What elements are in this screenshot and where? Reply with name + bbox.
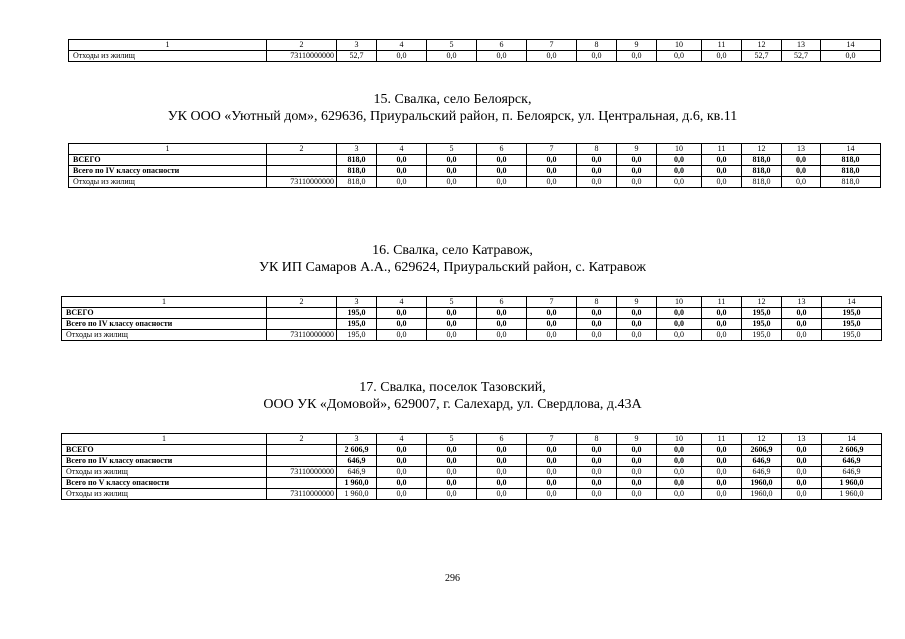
column-header: 5: [427, 297, 477, 308]
column-header: 13: [782, 144, 821, 155]
table-header-row: [62, 434, 882, 445]
table-row: [69, 155, 881, 166]
table-cell: 646,9: [742, 467, 782, 478]
column-header: 8: [577, 297, 617, 308]
table-cell: 0,0: [527, 445, 577, 456]
waste-code: [267, 478, 337, 489]
table-cell: 0,0: [702, 467, 742, 478]
table-cell: 0,0: [617, 330, 657, 341]
row-label: Всего по IV классу опасности: [62, 319, 267, 330]
table-cell: 1 960,0: [337, 478, 377, 489]
section-title-line2: УК ООО «Уютный дом», 629636, Приуральский район, п. Белоярск, ул. Центральная, д.6, кв.11: [167, 109, 738, 124]
table-cell: 195,0: [337, 319, 377, 330]
table-cell: 0,0: [617, 177, 657, 188]
column-header: 3: [337, 40, 377, 51]
table-header-row: [62, 297, 882, 308]
table-cell: 0,0: [427, 166, 477, 177]
table-cell: 0,0: [527, 489, 577, 500]
column-header: 9: [617, 144, 657, 155]
table-cell: 646,9: [337, 456, 377, 467]
table-cell: 195,0: [337, 308, 377, 319]
table-cell: 0,0: [577, 467, 617, 478]
table-cell: 0,0: [657, 489, 702, 500]
column-header: 11: [702, 144, 742, 155]
table-row: [62, 456, 882, 467]
table-cell: 0,0: [527, 330, 577, 341]
table-cell: 0,0: [617, 445, 657, 456]
table-cell: 818,0: [742, 155, 782, 166]
column-header: 4: [377, 297, 427, 308]
column-header: 8: [577, 144, 617, 155]
waste-code: [267, 456, 337, 467]
column-header: 5: [427, 144, 477, 155]
table-cell: 0,0: [617, 319, 657, 330]
table-cell: 0,0: [477, 456, 527, 467]
waste-code: [267, 445, 337, 456]
row-label: ВСЕГО: [62, 445, 267, 456]
table-cell: 0,0: [377, 330, 427, 341]
table-cell: 646,9: [337, 467, 377, 478]
table-cell: 0,0: [782, 467, 822, 478]
table-cell: 0,0: [577, 308, 617, 319]
table-cell: 0,0: [577, 51, 617, 62]
table-cell: 1 960,0: [337, 489, 377, 500]
column-header: 1: [62, 434, 267, 445]
table-cell: 0,0: [577, 177, 617, 188]
section-title-line1: 17. Свалка, поселок Тазовский,: [359, 380, 546, 395]
table-row: [62, 319, 882, 330]
table-cell: 0,0: [477, 478, 527, 489]
table-cell: 0,0: [377, 467, 427, 478]
section-16-title: [0, 242, 905, 276]
waste-code: 73110000000: [267, 51, 337, 62]
table-cell: 195,0: [742, 330, 782, 341]
waste-code: [267, 308, 337, 319]
table-cell: 818,0: [821, 155, 881, 166]
table-cell: 0,0: [782, 478, 822, 489]
row-label: Отходы из жилищ: [62, 489, 267, 500]
table-cell: 0,0: [702, 177, 742, 188]
row-label: Всего по IV классу опасности: [69, 166, 267, 177]
table-cell: 0,0: [617, 155, 657, 166]
table-cell: 0,0: [577, 456, 617, 467]
table-row: [62, 489, 882, 500]
table-cell: 0,0: [427, 489, 477, 500]
section-title-line2: ООО УК «Домовой», 629007, г. Салехард, ул. Свердлова, д.43А: [263, 397, 642, 412]
table-cell: 0,0: [657, 319, 702, 330]
column-header: 4: [377, 144, 427, 155]
table-cell: 818,0: [742, 166, 782, 177]
column-header: 12: [742, 297, 782, 308]
table-cell: 0,0: [617, 308, 657, 319]
table-cell: 0,0: [702, 456, 742, 467]
column-header: 14: [821, 144, 881, 155]
table-body: [62, 434, 882, 500]
table-cell: 0,0: [527, 467, 577, 478]
table-cell: 0,0: [617, 456, 657, 467]
section-15-title: [0, 91, 905, 125]
table-cell: 818,0: [821, 166, 881, 177]
waste-code: [267, 155, 337, 166]
table-cell: 0,0: [782, 445, 822, 456]
column-header: 14: [821, 40, 881, 51]
table-cell: 0,0: [527, 177, 577, 188]
table-cell: 0,0: [782, 166, 821, 177]
table-cell: 0,0: [477, 155, 527, 166]
table-cell: 0,0: [527, 319, 577, 330]
table-row: [62, 330, 882, 341]
column-header: 4: [377, 434, 427, 445]
column-header: 11: [702, 434, 742, 445]
table-cell: 0,0: [657, 478, 702, 489]
column-header: 6: [477, 144, 527, 155]
table-cell: 0,0: [782, 177, 821, 188]
table-cell: 2 606,9: [822, 445, 882, 456]
row-label: ВСЕГО: [62, 308, 267, 319]
table-cell: 0,0: [577, 155, 617, 166]
table-cell: 2 606,9: [337, 445, 377, 456]
table-cell: 0,0: [477, 308, 527, 319]
column-header: 14: [822, 434, 882, 445]
column-header: 5: [427, 40, 477, 51]
column-header: 1: [62, 297, 267, 308]
column-header: 3: [337, 297, 377, 308]
table-cell: 0,0: [427, 177, 477, 188]
table-cell: 0,0: [427, 319, 477, 330]
column-header: 13: [782, 297, 822, 308]
column-header: 7: [527, 434, 577, 445]
table-body: [69, 40, 881, 62]
column-header: 6: [477, 434, 527, 445]
table-cell: 818,0: [337, 155, 377, 166]
table-body: [69, 144, 881, 188]
waste-code: [267, 319, 337, 330]
column-header: 10: [657, 297, 702, 308]
table-cell: 1 960,0: [822, 489, 882, 500]
column-header: 6: [477, 297, 527, 308]
waste-code: 73110000000: [267, 467, 337, 478]
row-label: Отходы из жилищ: [69, 51, 267, 62]
table-cell: 818,0: [821, 177, 881, 188]
table-cell: 0,0: [702, 489, 742, 500]
table-cell: 0,0: [377, 177, 427, 188]
table-cell: 2606,9: [742, 445, 782, 456]
table-header-row: [69, 40, 881, 51]
table-header-row: [69, 144, 881, 155]
table-cell: 0,0: [477, 330, 527, 341]
column-header: 3: [337, 144, 377, 155]
column-header: 12: [742, 434, 782, 445]
table-row: [62, 308, 882, 319]
table-cell: 0,0: [377, 445, 427, 456]
table-cell: 0,0: [377, 51, 427, 62]
table-cell: 0,0: [427, 308, 477, 319]
column-header: 9: [617, 434, 657, 445]
table-cell: 0,0: [702, 319, 742, 330]
table-cell: 0,0: [782, 330, 822, 341]
table-continued: [68, 39, 881, 62]
table-cell: 0,0: [617, 478, 657, 489]
section-17-title: [0, 379, 905, 413]
row-label: ВСЕГО: [69, 155, 267, 166]
table-cell: 0,0: [527, 166, 577, 177]
table-cell: 646,9: [822, 456, 882, 467]
table-cell: 195,0: [822, 319, 882, 330]
table-cell: 0,0: [617, 489, 657, 500]
table-cell: 0,0: [377, 478, 427, 489]
table-cell: 52,7: [337, 51, 377, 62]
column-header: 14: [822, 297, 882, 308]
table-cell: 0,0: [527, 456, 577, 467]
table-cell: 0,0: [702, 445, 742, 456]
waste-code: [267, 166, 337, 177]
section-title-line1: 16. Свалка, село Катравож,: [372, 243, 533, 258]
table-cell: 0,0: [821, 51, 881, 62]
table-cell: 0,0: [477, 166, 527, 177]
table-cell: 0,0: [782, 308, 822, 319]
table-cell: 0,0: [527, 478, 577, 489]
table-cell: 0,0: [782, 456, 822, 467]
table-cell: 0,0: [427, 467, 477, 478]
table-section-16: [61, 296, 882, 341]
table-row: [69, 51, 881, 62]
table-cell: 0,0: [577, 330, 617, 341]
table-cell: 0,0: [657, 330, 702, 341]
table-cell: 52,7: [782, 51, 821, 62]
table-cell: 0,0: [377, 166, 427, 177]
column-header: 11: [702, 40, 742, 51]
table-cell: 0,0: [657, 155, 702, 166]
column-header: 3: [337, 434, 377, 445]
table-cell: 195,0: [742, 308, 782, 319]
row-label: Всего по V классу опасности: [62, 478, 267, 489]
table-cell: 646,9: [822, 467, 882, 478]
table-cell: 0,0: [477, 319, 527, 330]
table-cell: 0,0: [657, 445, 702, 456]
column-header: 5: [427, 434, 477, 445]
table-cell: 0,0: [477, 177, 527, 188]
table-cell: 0,0: [477, 467, 527, 478]
column-header: 10: [657, 144, 702, 155]
table-cell: 0,0: [427, 155, 477, 166]
row-label: Отходы из жилищ: [62, 467, 267, 478]
column-header: 13: [782, 434, 822, 445]
table-cell: 0,0: [657, 51, 702, 62]
column-header: 8: [577, 434, 617, 445]
table-cell: 0,0: [427, 445, 477, 456]
table-cell: 0,0: [702, 330, 742, 341]
table-cell: 1 960,0: [822, 478, 882, 489]
table-cell: 0,0: [427, 330, 477, 341]
table-cell: 195,0: [822, 308, 882, 319]
table-cell: 0,0: [477, 445, 527, 456]
table-cell: 0,0: [702, 478, 742, 489]
table-cell: 0,0: [577, 445, 617, 456]
table-section-17: [61, 433, 882, 500]
column-header: 7: [527, 144, 577, 155]
table-cell: 0,0: [617, 166, 657, 177]
table-cell: 0,0: [477, 489, 527, 500]
table-row: [69, 166, 881, 177]
table-section-15: [68, 143, 881, 188]
table-cell: 0,0: [427, 51, 477, 62]
column-header: 12: [742, 144, 782, 155]
table-cell: 0,0: [377, 155, 427, 166]
table-cell: 1960,0: [742, 478, 782, 489]
table-body: [62, 297, 882, 341]
table-cell: 818,0: [337, 166, 377, 177]
column-header: 7: [527, 40, 577, 51]
table-cell: 195,0: [742, 319, 782, 330]
table-cell: 646,9: [742, 456, 782, 467]
page-number: 296: [445, 573, 460, 584]
table-cell: 0,0: [702, 166, 742, 177]
column-header: 9: [617, 40, 657, 51]
column-header: 10: [657, 434, 702, 445]
table-cell: 0,0: [377, 319, 427, 330]
table-cell: 0,0: [617, 467, 657, 478]
table-cell: 0,0: [657, 166, 702, 177]
table-cell: 0,0: [527, 308, 577, 319]
table-cell: 1960,0: [742, 489, 782, 500]
column-header: 2: [267, 144, 337, 155]
section-title-line2: УК ИП Самаров А.А., 629624, Приуральский район, с. Катравож: [259, 260, 646, 275]
table-cell: 0,0: [657, 456, 702, 467]
column-header: 7: [527, 297, 577, 308]
row-label: Отходы из жилищ: [69, 177, 267, 188]
table-cell: 0,0: [577, 166, 617, 177]
table-cell: 0,0: [577, 489, 617, 500]
table-row: [69, 177, 881, 188]
waste-code: 73110000000: [267, 489, 337, 500]
table-cell: 0,0: [377, 489, 427, 500]
column-header: 2: [267, 297, 337, 308]
section-title-line1: 15. Свалка, село Белоярск,: [373, 92, 532, 107]
table-cell: 0,0: [657, 177, 702, 188]
table-cell: 0,0: [782, 155, 821, 166]
table-row: [62, 478, 882, 489]
column-header: 1: [69, 144, 267, 155]
table-cell: 0,0: [477, 51, 527, 62]
table-cell: 0,0: [782, 489, 822, 500]
table-row: [62, 445, 882, 456]
table-cell: 0,0: [527, 155, 577, 166]
waste-code: 73110000000: [267, 177, 337, 188]
column-header: 2: [267, 434, 337, 445]
table-row: [62, 467, 882, 478]
waste-code: 73110000000: [267, 330, 337, 341]
table-cell: 0,0: [377, 308, 427, 319]
column-header: 8: [577, 40, 617, 51]
column-header: 2: [267, 40, 337, 51]
table-cell: 0,0: [657, 308, 702, 319]
column-header: 4: [377, 40, 427, 51]
table-cell: 0,0: [427, 456, 477, 467]
column-header: 11: [702, 297, 742, 308]
table-cell: 195,0: [822, 330, 882, 341]
column-header: 9: [617, 297, 657, 308]
column-header: 13: [782, 40, 821, 51]
table-cell: 0,0: [527, 51, 577, 62]
table-cell: 0,0: [702, 51, 742, 62]
column-header: 6: [477, 40, 527, 51]
table-cell: 52,7: [742, 51, 782, 62]
table-cell: 0,0: [657, 467, 702, 478]
row-label: Отходы из жилищ: [62, 330, 267, 341]
column-header: 10: [657, 40, 702, 51]
table-cell: 0,0: [577, 478, 617, 489]
table-cell: 0,0: [702, 308, 742, 319]
column-header: 12: [742, 40, 782, 51]
table-cell: 0,0: [702, 155, 742, 166]
table-cell: 0,0: [617, 51, 657, 62]
table-cell: 0,0: [377, 456, 427, 467]
table-cell: 0,0: [577, 319, 617, 330]
table-cell: 195,0: [337, 330, 377, 341]
table-cell: 0,0: [782, 319, 822, 330]
row-label: Всего по IV классу опасности: [62, 456, 267, 467]
table-cell: 818,0: [337, 177, 377, 188]
column-header: 1: [69, 40, 267, 51]
table-cell: 818,0: [742, 177, 782, 188]
table-cell: 0,0: [427, 478, 477, 489]
